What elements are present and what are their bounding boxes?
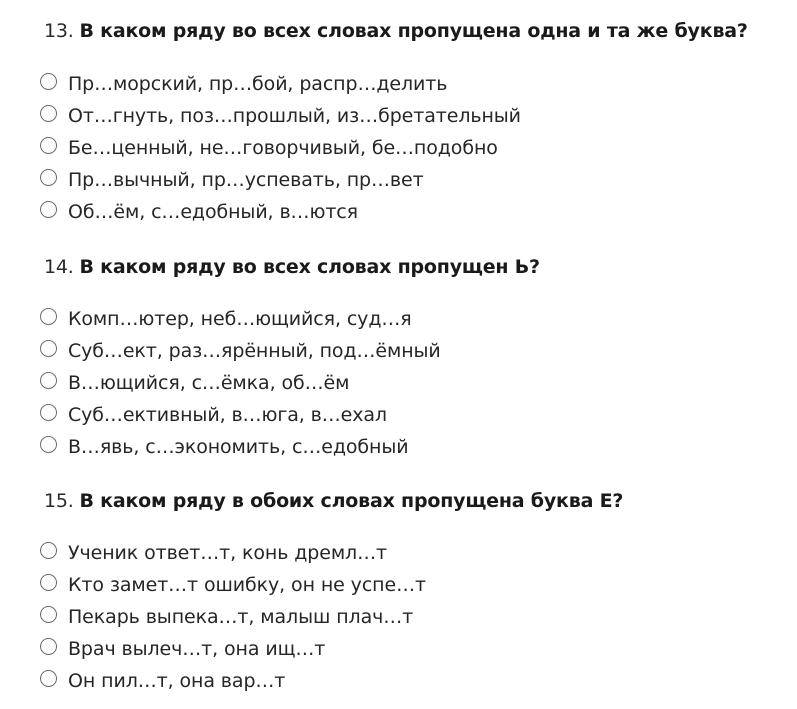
options-list-13 (40, 68, 521, 228)
option-13-3[interactable] (40, 132, 521, 164)
radio-button[interactable] (40, 670, 57, 687)
question-14 (44, 254, 784, 280)
question-number: 15. (44, 490, 74, 512)
option-13-2[interactable] (40, 100, 521, 132)
option-13-4[interactable] (40, 164, 521, 196)
radio-button[interactable] (40, 105, 57, 122)
radio-button[interactable] (40, 436, 57, 453)
radio-button[interactable] (40, 73, 57, 90)
option-14-4[interactable] (40, 399, 441, 431)
option-label: Он пил…т, она вар…т (68, 670, 286, 692)
question-number: 14. (44, 256, 74, 278)
radio-button[interactable] (40, 574, 57, 591)
radio-button[interactable] (40, 308, 57, 325)
option-label: Ученик ответ…т, конь дремл…т (68, 542, 387, 564)
options-list-15 (40, 537, 426, 697)
question-title (44, 488, 784, 514)
radio-button[interactable] (40, 201, 57, 218)
option-14-1[interactable] (40, 303, 441, 335)
option-13-1[interactable] (40, 68, 521, 100)
option-15-1[interactable] (40, 537, 426, 569)
radio-button[interactable] (40, 638, 57, 655)
radio-button[interactable] (40, 372, 57, 389)
option-label: Суб…ективный, в…юга, в…ехал (68, 404, 387, 426)
question-text: В каком ряду в обоих словах пропущена буква Е? (79, 490, 624, 512)
option-15-5[interactable] (40, 665, 426, 697)
option-label: Комп…ютер, неб…ющийся, суд…я (68, 308, 412, 330)
radio-button[interactable] (40, 542, 57, 559)
option-13-5[interactable] (40, 196, 521, 228)
radio-button[interactable] (40, 404, 57, 421)
radio-button[interactable] (40, 606, 57, 623)
question-title (44, 254, 784, 280)
option-15-4[interactable] (40, 633, 426, 665)
option-label: Кто замет…т ошибку, он не успе…т (68, 574, 426, 596)
option-label: Об…ём, с…едобный, в…ются (68, 201, 358, 223)
radio-button[interactable] (40, 169, 57, 186)
option-label: Пекарь выпека…т, малыш плач…т (68, 606, 414, 628)
option-label: В…ющийся, с…ёмка, об…ём (68, 372, 350, 394)
option-label: Врач вылеч…т, она ищ…т (68, 638, 326, 660)
radio-button[interactable] (40, 137, 57, 154)
options-list-14 (40, 303, 441, 463)
question-text: В каком ряду во всех словах пропущена одна и та же буква? (79, 20, 748, 42)
question-text: В каком ряду во всех словах пропущен Ь? (79, 256, 540, 278)
question-15 (44, 488, 784, 514)
option-14-5[interactable] (40, 431, 441, 463)
option-label: Пр…морский, пр…бой, распр…делить (68, 73, 448, 95)
option-label: В…явь, с…экономить, с…едобный (68, 436, 409, 458)
option-15-3[interactable] (40, 601, 426, 633)
option-label: Бе…ценный, не…говорчивый, бе…подобно (68, 137, 498, 159)
question-title (44, 18, 784, 44)
option-15-2[interactable] (40, 569, 426, 601)
option-label: От…гнуть, поз…прошлый, из…бретательный (68, 105, 521, 127)
option-14-2[interactable] (40, 335, 441, 367)
radio-button[interactable] (40, 340, 57, 357)
option-14-3[interactable] (40, 367, 441, 399)
option-label: Суб…ект, раз…ярённый, под…ёмный (68, 340, 441, 362)
question-13 (44, 18, 784, 44)
option-label: Пр…вычный, пр…успевать, пр…вет (68, 169, 424, 191)
question-number: 13. (44, 20, 74, 42)
